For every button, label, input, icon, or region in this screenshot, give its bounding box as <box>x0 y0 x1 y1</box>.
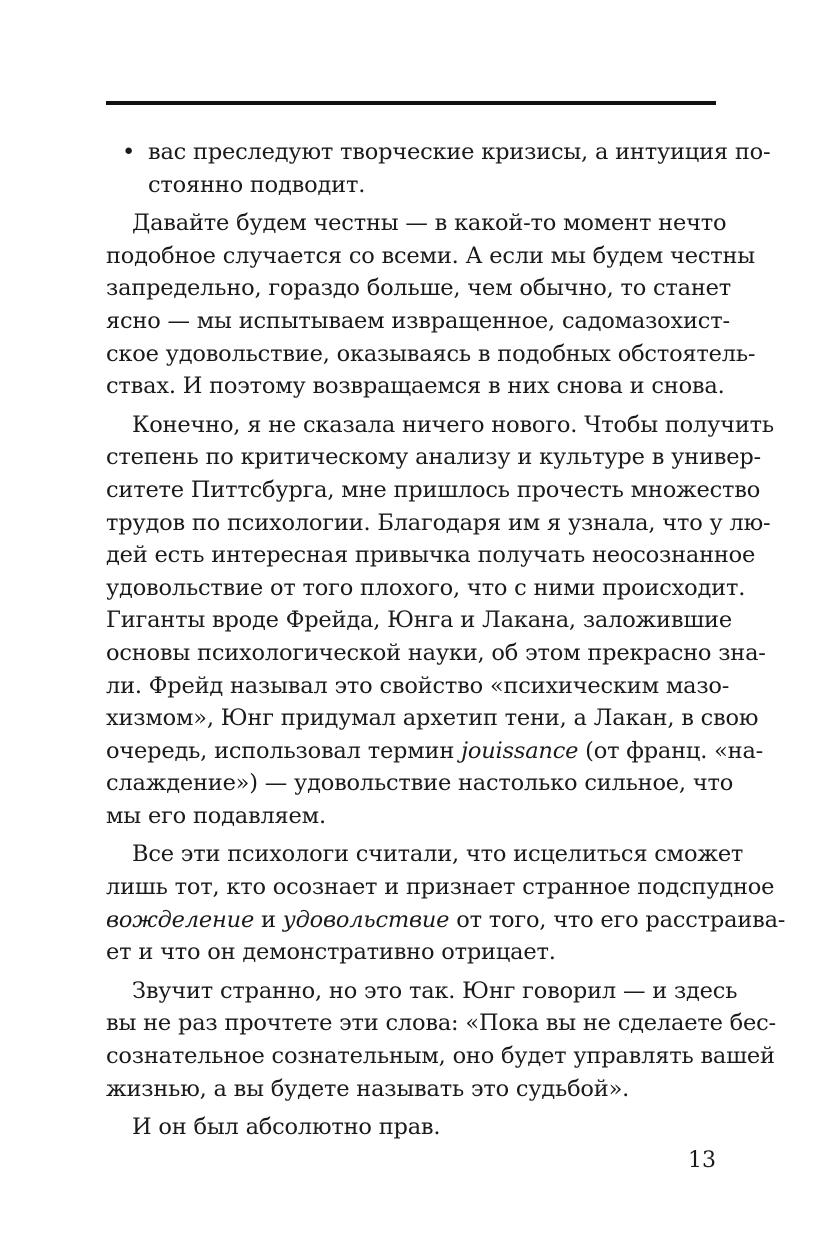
text-line <box>106 735 764 768</box>
text-line: И он был абсолютно прав. <box>132 1114 441 1141</box>
page-number: 13 <box>688 1148 716 1173</box>
italic-term: вожделение <box>106 906 255 933</box>
text-line: подобное случается со всеми. А если мы будем честны <box>106 242 755 269</box>
header-rule <box>106 101 716 105</box>
text-line: вы не раз прочтете эти слова: «Пока вы не сделаете бес- <box>106 1010 776 1037</box>
text-line <box>106 904 786 937</box>
text-line: ясно — мы испытываем извращенное, садомазохист- <box>106 307 730 334</box>
bullet-item <box>106 136 771 201</box>
text-line: лишь тот, кто осознает и признает странное подспудное <box>106 874 775 901</box>
text-line: слаждение») — удовольствие настолько сильное, что <box>106 770 734 797</box>
text-line: Конечно, я не сказала ничего нового. Чтобы получить <box>132 411 774 438</box>
bullet-marker: • <box>122 139 136 165</box>
paragraph-1 <box>106 207 756 403</box>
text-line: Давайте будем честны — в какой-то момент нечто <box>132 210 727 237</box>
text-line-content: вас преследуют творческие кризисы, а интуиция по- <box>148 139 771 165</box>
text-line: ли. Фрейд называл это свойство «психическим мазо- <box>106 672 730 699</box>
text-line: запредельно, гораздо больше, чем обычно, то станет <box>106 275 732 302</box>
text-line: стоянно подводит. <box>148 171 366 198</box>
paragraph-2 <box>106 409 774 833</box>
text-run: и <box>254 906 283 933</box>
italic-term: jouissance <box>461 737 579 764</box>
text-line: основы психологической науки, об этом прекрасно зна- <box>106 639 766 666</box>
paragraph-3 <box>106 838 786 968</box>
text-run: очередь, использовал термин <box>106 737 462 764</box>
text-line: дей есть интересная привычка получать неосознанное <box>106 542 756 569</box>
text-line: Гиганты вроде Фрейда, Юнга и Лакана, заложившие <box>106 607 732 634</box>
text-line: жизнью, а вы будете называть это судьбой». <box>106 1075 630 1102</box>
text-line: сознательное сознательным, оно будет управлять вашей <box>106 1043 775 1070</box>
text-line: степень по критическому анализу и культуре в универ- <box>106 444 761 471</box>
text-line: Звучит странно, но это так. Юнг говорил — и здесь <box>132 977 738 1004</box>
text-line: трудов по психологии. Благодаря им я узнала, что у лю- <box>106 509 771 536</box>
text-line: хизмом», Юнг придумал архетип тени, а Лакан, в свою <box>106 705 759 732</box>
body-text <box>106 136 786 1144</box>
italic-term: удовольствие <box>282 906 450 933</box>
text-run: от того, что его расстраива- <box>449 906 786 933</box>
text-line: ствах. И поэтому возвращаемся в них снова и снова. <box>106 373 725 400</box>
paragraph-4 <box>106 975 776 1105</box>
text-line: ситете Питтсбурга, мне пришлось прочесть множество <box>106 476 761 503</box>
paragraph-5 <box>106 1111 716 1144</box>
text-line: ет и что он демонстративно отрицает. <box>106 939 556 966</box>
text-run: (от франц. «на- <box>578 737 764 764</box>
text-line: удовольствие от того плохого, что с ними происходит. <box>106 574 746 601</box>
text-line <box>106 136 771 169</box>
text-line: Все эти психологи считали, что исцелиться сможет <box>132 841 744 868</box>
text-line: ское удовольствие, оказываясь в подобных обстоятель- <box>106 340 756 367</box>
text-line: мы его подавляем. <box>106 802 326 829</box>
